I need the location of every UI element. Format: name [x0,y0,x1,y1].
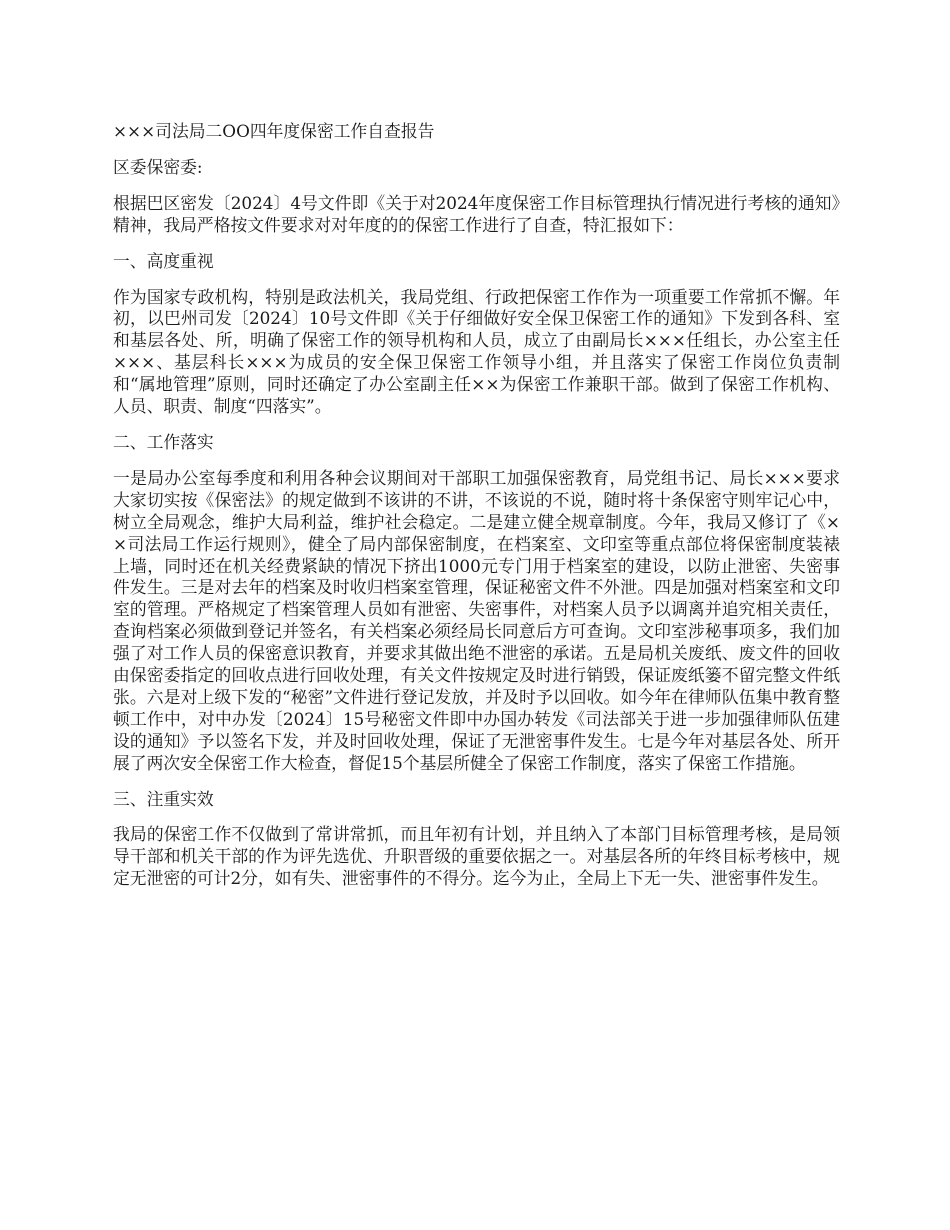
section-heading-1: 一、高度重视 [113,250,214,271]
section-heading-2: 二、工作落实 [113,431,214,452]
salutation: 区委保密委: [113,156,203,177]
document-title: ×××司法局二OO四年度保密工作自查报告 [113,121,435,141]
section-heading-3: 三、注重实效 [113,788,214,809]
intro-paragraph: 根据巴区密发〔2024〕4号文件即《关于对2024年度保密工作目标管理执行情况进行考核的通知》精神，我局严格按文件要求对对年度的的保密工作进行了自查，特汇报如下： [113,192,840,235]
section-body-2: 一是局办公室每季度和利用各种会议期间对干部职工加强保密教育，局党组书记、局长×××要求大家切实按《保密法》的规定做到不该讲的不讲，不该说的不说，随时将十条保密守则牢记心中，树立全局观念，维护大局利益，维护社会稳定。二是建立健全规章制度。今年，我局又修订了《××司法局工作运行规则》，健全了局内部保密制度，在档案室、文印室等重点部位将保密制度装裱上墙，同时还在机关经费紧缺的情况下挤出1000元专门用于档案室的建设，以防止泄密、失密事件发生。三是对去年的档案及时收归档案室管理，保证秘密文件不外泄。四是加强对档案室和文印室的管理。严格规定了档案管理人员如有泄密、失密事件，对档案人员予以调离并追究相关责任，查询档案必须做到登记并签名，有关档案必须经局长同意后方可查询。文印室涉秘事项多，我们加强了对工作人员的保密意识教育，并要求其做出绝不泄密的承诺。五是局机关废纸、废文件的回收由保密委指定的回收点进行回收处理，有关文件按规定及时进行销毁，保证废纸篓不留完整文件纸张。六是对上级下发的“秘密”文件进行登记发放，并及时予以回收。如今年在律师队伍集中教育整顿工作中，对中办发〔2024〕15号秘密文件即中办国办转发《司法部关于进一步加强律师队伍建设的通知》予以签名下发，并及时回收处理，保证了无泄密事件发生。七是今年对基层各处、所开展了两次安全保密工作大检查，督促15个基层所健全了保密工作制度，落实了保密工作措施。 [113,467,840,773]
section-body-1: 作为国家专政机构，特别是政法机关，我局党组、行政把保密工作作为一项重要工作常抓不懈。年初，以巴州司发〔2024〕10号文件即《关于仔细做好安全保卫保密工作的通知》下发到各科、室和基层各处、所，明确了保密工作的领导机构和人员，成立了由副局长×××任组长，办公室主任×××、基层科长×××为成员的安全保卫保密工作领导小组，并且落实了保密工作岗位负责制和“属地管理”原则，同时还确定了办公室副主任××为保密工作兼职干部。做到了保密工作机构、人员、职责、制度“四落实”。 [113,286,840,417]
report-document [113,121,840,904]
section-body-3: 我局的保密工作不仅做到了常讲常抓，而且年初有计划，并且纳入了本部门目标管理考核，是局领导干部和机关干部的作为评先选优、升职晋级的重要依据之一。对基层各所的年终目标考核中，规定无泄密的可计2分，如有失、泄密事件的不得分。迄今为止，全局上下无一失、泄密事件发生。 [113,824,840,889]
